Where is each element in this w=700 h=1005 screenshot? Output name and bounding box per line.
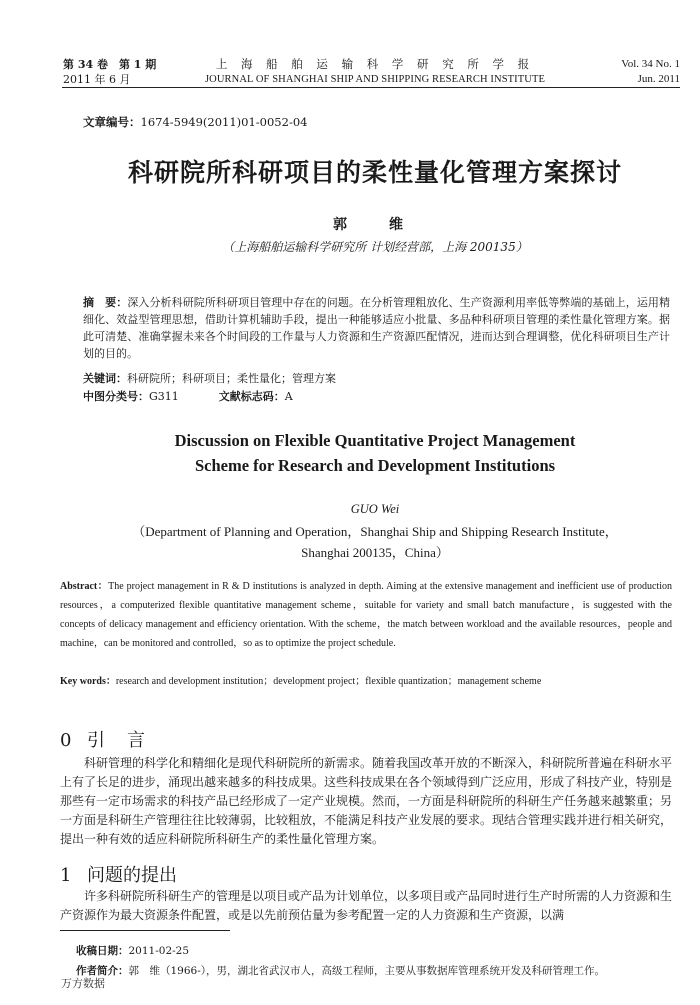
title-cn: 科研院所科研项目的柔性量化管理方案探讨 <box>127 158 622 187</box>
footnote-divider <box>60 930 230 931</box>
issue-date-en: Jun. 2011 <box>637 73 680 85</box>
abstract-en-text: The project management in R & D institutions is analyzed in depth. Aiming at the extensive management and inefficient use of production resources，a computerized flexible quantitative management scheme，suitable for variety and small batch manufacture，is suggested with the concepts of delicacy management and efficiency orientation. With the scheme，the match between workload and the available resources，people and machine，can be monitored and controlled，so as to optimize the project schedule. <box>60 581 672 649</box>
received-value: 2011-02-25 <box>128 945 190 957</box>
keywords-en-text: research and development institution；development project；flexible quantization；management scheme <box>115 676 542 687</box>
abstract-cn-label: 摘 要： <box>83 296 128 309</box>
header-divider <box>62 87 680 88</box>
volume-issue-en: Vol. 34 No. 1 <box>621 58 680 70</box>
issue-date-cn: 2011 年 6 月 <box>63 73 131 86</box>
affiliation-en <box>60 521 690 563</box>
journal-name-en: JOURNAL OF SHANGHAI SHIP AND SHIPPING RESEARCH INSTITUTE <box>205 74 545 85</box>
affiliation-cn: （上海船舶运输科学研究所 计划经营部，上海 200135） <box>222 240 528 254</box>
keywords-en <box>60 672 541 691</box>
section-1-title: 问题的提出 <box>87 865 177 886</box>
section-0-heading <box>60 726 167 752</box>
keywords-en-label: Key words： <box>60 676 116 687</box>
affiliation-en-line-1: （Department of Planning and Operation，Shanghai Ship and Shipping Research Institute， <box>132 524 618 539</box>
section-1-paragraph: 许多科研院所科研生产的管理是以项目或产品为计划单位，以多项目或产品同时进行生产时所需的人力资源和生产资源作为最大资源条件配置，或是以先前预估量为参考配置一定的人力资源和生产资源，以满 <box>60 889 673 922</box>
keywords-cn-text: 科研院所；科研项目；柔性量化；管理方案 <box>127 372 336 385</box>
doc-code-value: A <box>284 390 293 403</box>
clc-label: 中图分类号： <box>83 390 149 403</box>
watermark: 万方数据 <box>61 977 105 990</box>
title-en-line-1: Discussion on Flexible Quantitative Project Management <box>174 431 576 450</box>
classification-line <box>83 388 293 405</box>
section-0-number: 0 <box>60 730 72 751</box>
author-bio-value: 郭 维（1966-），男，湖北省武汉市人，高级工程师，主要从事数据库管理系统开发及科研管理工作。 <box>128 965 606 977</box>
received-label: 收稿日期： <box>76 945 129 957</box>
abstract-en-label: Abstract： <box>60 581 109 592</box>
journal-volume-cn <box>63 57 156 87</box>
abstract-cn <box>83 294 670 362</box>
affiliation-en-line-2: Shanghai 200135，China） <box>301 545 449 560</box>
section-0-paragraph: 科研管理的科学化和精细化是现代科研院所的新需求。随着我国改革开放的不断深入，科研院所普遍在科研水平上有了长足的进步，涌现出越来越多的科技成果。这些科技成果在各个领域得到广泛应用，形成了科技产业，特别是那些有一定市场需求的科技产品已经形成了一定产业规模。然而，一方面是科研院所的科研生产任务越来越繁重；另一方面是科研生产管理往往比较薄弱，比较粗放，不能满足科技产业发展的要求。现结合管理实践并进行相关研究，提出一种有效的适应科研院所科研生产的柔性量化管理方案。 <box>60 756 673 846</box>
journal-volume-en <box>590 57 680 87</box>
author-en: GUO Wei <box>350 502 400 516</box>
doc-code-label: 文献标志码： <box>218 390 285 403</box>
author-cn: 郭 维 <box>333 217 417 233</box>
footnote-author-bio <box>76 963 605 978</box>
article-number <box>83 114 307 130</box>
keywords-cn-label: 关键词： <box>83 372 127 385</box>
section-0-title: 引言 <box>87 730 167 751</box>
abstract-en <box>60 577 672 653</box>
section-1-number: 1 <box>60 865 72 886</box>
volume-issue-cn: 第 34 卷 第 1 期 <box>63 58 157 71</box>
clc-value: G311 <box>149 390 179 403</box>
abstract-cn-text: 深入分析科研院所科研项目管理中存在的问题。在分析管理粗放化、生产资源利用率低等弊端的基础上，运用精细化、效益型管理思想，借助计算机辅助手段，提出一种能够适应小批量、多品种科研项目管理的柔性量化管理方案。据此可清楚、准确掌握未来各个时间段的工作量与人力资源和生产资源匹配情况，进而达到合理调整，优化科研项目生产计划的目的。 <box>83 296 671 360</box>
journal-name-cn: 上 海 船 舶 运 输 科 学 研 究 所 学 报 <box>215 57 535 71</box>
title-en-line-2: Scheme for Research and Development Institutions <box>194 456 556 475</box>
title-en <box>60 428 690 478</box>
article-number-label: 文章编号： <box>83 115 141 129</box>
section-1-heading <box>60 861 177 887</box>
journal-name <box>178 57 572 87</box>
article-number-value: 1674-5949(2011)01-0052-04 <box>140 115 308 129</box>
keywords-cn <box>83 370 336 387</box>
author-bio-label: 作者简介： <box>76 965 129 977</box>
footnote-received <box>76 943 189 958</box>
